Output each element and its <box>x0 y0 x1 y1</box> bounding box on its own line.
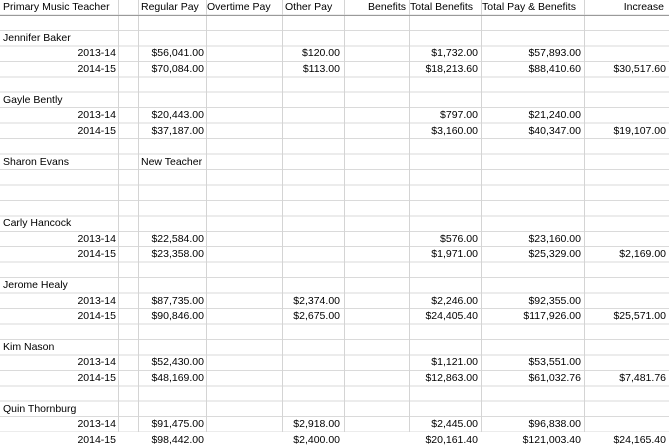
cell-increase[interactable]: $24,165.40 <box>613 433 666 446</box>
cell-total-benefits[interactable]: $3,160.00 <box>431 124 478 137</box>
cell-total-pay[interactable]: $121,003.40 <box>522 433 581 446</box>
cell-total-pay[interactable]: $21,240.00 <box>528 109 581 122</box>
cell-total-pay[interactable]: $25,329.00 <box>528 248 581 261</box>
cell-total-benefits[interactable]: $20,161.40 <box>425 433 478 446</box>
cell-regular[interactable]: $23,358.00 <box>151 248 204 261</box>
cell-year[interactable]: 2014-15 <box>77 371 116 384</box>
teacher-name[interactable]: Carly Hancock <box>3 217 72 230</box>
cell-regular[interactable]: $90,846.00 <box>151 310 204 322</box>
cell-total-benefits[interactable]: $12,863.00 <box>425 371 478 384</box>
cell-increase[interactable]: $7,481.76 <box>619 371 666 384</box>
cell-regular[interactable]: $56,041.00 <box>151 47 204 60</box>
cell-year[interactable]: 2014-15 <box>77 248 116 261</box>
cell-year[interactable]: 2013-14 <box>77 109 116 122</box>
cell-increase[interactable]: $2,169.00 <box>619 248 666 261</box>
cell-regular[interactable]: $20,443.00 <box>151 109 204 122</box>
header-overtime-pay[interactable]: Overtime Pay <box>207 1 271 13</box>
header-regular-pay[interactable]: Regular Pay <box>141 1 199 13</box>
column-gridline <box>584 0 585 432</box>
cell-increase[interactable]: $30,517.60 <box>613 62 666 75</box>
cell-year[interactable]: 2013-14 <box>77 232 116 245</box>
cell-year[interactable]: 2013-14 <box>77 356 116 369</box>
column-gridline <box>118 0 119 432</box>
header-teacher[interactable]: Primary Music Teacher <box>3 1 110 13</box>
cell-total-benefits[interactable]: $18,213.60 <box>425 62 478 75</box>
header-total-benefits[interactable]: Total Benefits <box>410 1 474 13</box>
teacher-note[interactable]: New Teacher <box>141 155 203 168</box>
cell-regular[interactable]: $22,584.00 <box>151 232 204 245</box>
cell-other[interactable]: $2,400.00 <box>293 433 340 446</box>
cell-total-pay[interactable]: $92,355.00 <box>528 294 581 307</box>
cell-total-pay[interactable]: $96,838.00 <box>528 418 581 431</box>
cell-year[interactable]: 2013-14 <box>77 294 116 307</box>
header-other-pay[interactable]: Other Pay <box>285 1 333 13</box>
teacher-name[interactable]: Jennifer Baker <box>3 31 71 44</box>
cell-total-pay[interactable]: $61,032.76 <box>528 371 581 384</box>
cell-year[interactable]: 2014-15 <box>77 62 116 75</box>
header-increase[interactable]: Increase <box>623 1 664 13</box>
cell-regular[interactable]: $98,442.00 <box>151 433 204 446</box>
cell-other[interactable]: $120.00 <box>302 47 340 60</box>
cell-total-benefits[interactable]: $24,405.40 <box>425 310 478 322</box>
cell-year[interactable]: 2014-15 <box>77 310 116 322</box>
cell-total-pay[interactable]: $57,893.00 <box>528 47 581 60</box>
cell-other[interactable]: $2,675.00 <box>293 310 340 322</box>
teacher-name[interactable]: Kim Nason <box>3 340 55 353</box>
cell-total-benefits[interactable]: $1,971.00 <box>431 248 478 261</box>
cell-total-benefits[interactable]: $1,732.00 <box>431 47 478 60</box>
cell-total-benefits[interactable]: $1,121.00 <box>431 356 478 369</box>
teacher-name[interactable]: Sharon Evans <box>3 155 69 168</box>
cell-total-pay[interactable]: $40,347.00 <box>528 124 581 137</box>
cell-other[interactable]: $2,374.00 <box>293 294 340 307</box>
cell-other[interactable]: $2,918.00 <box>293 418 340 431</box>
cell-regular[interactable]: $37,187.00 <box>151 124 204 137</box>
cell-regular[interactable]: $48,169.00 <box>151 371 204 384</box>
cell-total-benefits[interactable]: $2,445.00 <box>431 418 478 431</box>
column-gridline <box>282 0 283 432</box>
header-total-pay-benefits[interactable]: Total Pay & Benefits <box>482 1 576 13</box>
teacher-name[interactable]: Quin Thornburg <box>3 402 77 415</box>
cell-year[interactable]: 2014-15 <box>77 433 116 446</box>
cell-total-pay[interactable]: $23,160.00 <box>528 232 581 245</box>
cell-total-pay[interactable]: $117,926.00 <box>523 310 581 322</box>
column-gridline <box>481 0 482 432</box>
column-gridline <box>344 0 345 432</box>
teacher-name[interactable]: Gayle Bently <box>3 93 63 106</box>
cell-total-pay[interactable]: $88,410.60 <box>528 62 581 75</box>
cell-year[interactable]: 2014-15 <box>77 124 116 137</box>
header-benefits[interactable]: Benefits <box>368 1 406 13</box>
cell-year[interactable]: 2013-14 <box>77 418 116 431</box>
column-gridline <box>206 0 207 432</box>
cell-total-benefits[interactable]: $2,246.00 <box>431 294 478 307</box>
cell-increase[interactable]: $25,571.00 <box>613 310 666 322</box>
cell-regular[interactable]: $87,735.00 <box>151 294 204 307</box>
cell-year[interactable]: 2013-14 <box>77 47 116 60</box>
cell-regular[interactable]: $52,430.00 <box>151 356 204 369</box>
teacher-name[interactable]: Jerome Healy <box>3 279 68 292</box>
cell-other[interactable]: $113.00 <box>302 62 340 75</box>
cell-regular[interactable]: $91,475.00 <box>151 418 204 431</box>
cell-regular[interactable]: $70,084.00 <box>151 62 204 75</box>
column-gridline <box>409 0 410 432</box>
cell-increase[interactable]: $19,107.00 <box>613 124 666 137</box>
cell-total-benefits[interactable]: $576.00 <box>440 232 478 245</box>
header-divider <box>0 15 669 16</box>
column-gridline <box>138 0 139 432</box>
cell-total-pay[interactable]: $53,551.00 <box>528 356 581 369</box>
cell-total-benefits[interactable]: $797.00 <box>440 109 478 122</box>
